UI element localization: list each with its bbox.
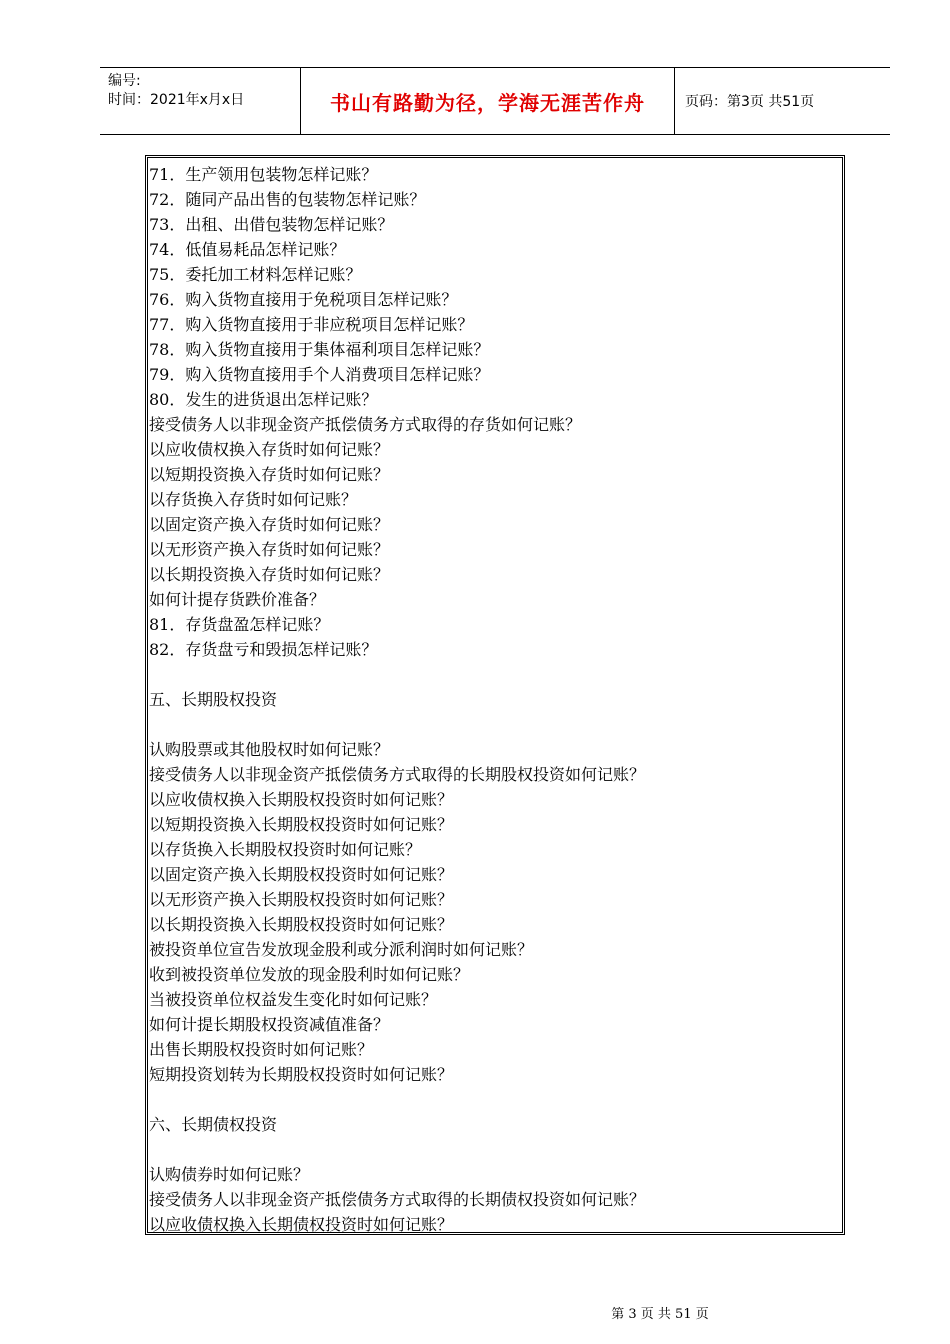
list-item: 82．存货盘亏和毁损怎样记账？ (149, 640, 378, 659)
list-item: 以应收债权换入长期债权投资时如何记账？ (149, 1215, 454, 1234)
question-list (148, 158, 842, 1235)
list-item: 76．购入货物直接用于免税项目怎样记账？ (149, 290, 458, 309)
list-item: 以应收债权换入长期股权投资时如何记账？ (149, 790, 454, 809)
header-motto: 书山有路勤为径，学海无涯苦作舟 (301, 68, 675, 134)
header-meta (100, 68, 301, 134)
list-item: 以固定资产换入存货时如何记账？ (149, 515, 390, 534)
list-item: 以短期投资换入存货时如何记账？ (149, 465, 390, 484)
list-item: 认购债券时如何记账？ (149, 1165, 310, 1184)
list-item: 78．购入货物直接用于集体福利项目怎样记账？ (149, 340, 490, 359)
list-item: 出售长期股权投资时如何记账？ (149, 1040, 374, 1059)
list-item: 74．低值易耗品怎样记账？ (149, 240, 346, 259)
list-item: 短期投资划转为长期股权投资时如何记账？ (149, 1065, 454, 1084)
list-item: 77．购入货物直接用于非应税项目怎样记账？ (149, 315, 474, 334)
list-item: 接受债务人以非现金资产抵偿债务方式取得的存货如何记账？ (149, 415, 582, 434)
list-item: 80．发生的进货退出怎样记账？ (149, 390, 378, 409)
list-item: 75．委托加工材料怎样记账？ (149, 265, 362, 284)
list-item: 以短期投资换入长期股权投资时如何记账？ (149, 815, 454, 834)
list-item: 接受债务人以非现金资产抵偿债务方式取得的长期股权投资如何记账？ (149, 765, 646, 784)
list-item: 73．出租、出借包装物怎样记账？ (149, 215, 394, 234)
list-item: 81．存货盘盈怎样记账？ (149, 615, 330, 634)
document-time: 时间：2021年x月x日 (108, 92, 245, 108)
list-item: 79．购入货物直接用手个人消费项目怎样记账？ (149, 365, 490, 384)
list-item: 以存货换入存货时如何记账？ (149, 490, 358, 509)
header-page-code: 页码：第3页 共51页 (685, 94, 815, 110)
section-heading: 五、长期股权投资 (149, 690, 278, 709)
list-item: 被投资单位宣告发放现金股利或分派利润时如何记账？ (149, 940, 534, 959)
list-item: 以长期投资换入存货时如何记账？ (149, 565, 390, 584)
list-item: 认购股票或其他股权时如何记账？ (149, 740, 390, 759)
blank-line (149, 1087, 842, 1112)
list-item: 当被投资单位权益发生变化时如何记账？ (149, 990, 438, 1009)
page-header (100, 67, 890, 135)
list-item: 如何计提长期股权投资减值准备？ (149, 1015, 390, 1034)
list-item: 以无形资产换入存货时如何记账？ (149, 540, 390, 559)
section-heading: 六、长期债权投资 (149, 1115, 278, 1134)
footer-page-number: 第 3 页 共 51 页 (611, 1307, 709, 1322)
list-item: 72．随同产品出售的包装物怎样记账？ (149, 190, 426, 209)
list-item: 以存货换入长期股权投资时如何记账？ (149, 840, 422, 859)
blank-line (149, 712, 842, 737)
document-number-label: 编号: (108, 73, 141, 89)
list-item: 以无形资产换入长期股权投资时如何记账？ (149, 890, 454, 909)
content-box (145, 155, 845, 1235)
blank-line (149, 1137, 842, 1162)
list-item: 以固定资产换入长期股权投资时如何记账？ (149, 865, 454, 884)
list-item: 收到被投资单位发放的现金股利时如何记账？ (149, 965, 470, 984)
list-item: 以长期投资换入长期股权投资时如何记账？ (149, 915, 454, 934)
list-item: 如何计提存货跌价准备？ (149, 590, 326, 609)
list-item: 以应收债权换入存货时如何记账？ (149, 440, 390, 459)
list-item: 71．生产领用包装物怎样记账？ (149, 165, 378, 184)
blank-line (149, 662, 842, 687)
list-item: 接受债务人以非现金资产抵偿债务方式取得的长期债权投资如何记账？ (149, 1190, 646, 1209)
page-footer (0, 1303, 950, 1322)
